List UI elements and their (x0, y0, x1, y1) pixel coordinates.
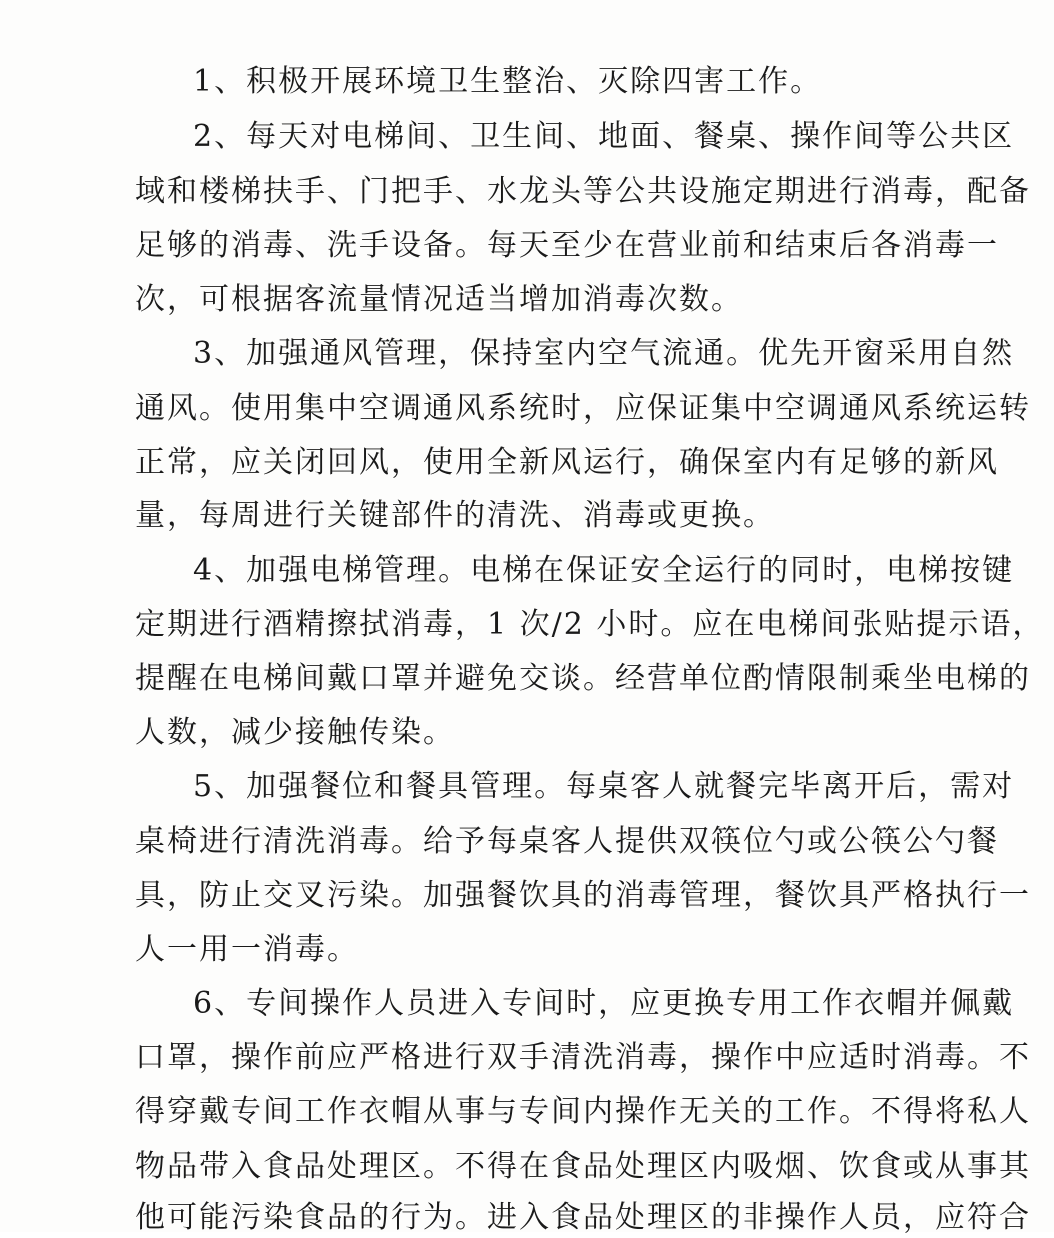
text-line: 次，可根据客流量情况适当增加消毒次数。 (135, 282, 743, 317)
text-line: 4、加强电梯管理。电梯在保证安全运行的同时，电梯按键 (193, 553, 1015, 588)
text-line: 提醒在电梯间戴口罩并避免交谈。经营单位酌情限制乘坐电梯的 (135, 661, 1031, 696)
text-line: 量，每周进行关键部件的清洗、消毒或更换。 (135, 498, 775, 533)
text-line: 5、加强餐位和餐具管理。每桌客人就餐完毕离开后，需对 (193, 769, 1015, 804)
text-line: 域和楼梯扶手、门把手、水龙头等公共设施定期进行消毒，配备 (135, 174, 1031, 209)
text-line: 得穿戴专间工作衣帽从事与专间内操作无关的工作。不得将私人 (135, 1094, 1031, 1129)
text-line: 足够的消毒、洗手设备。每天至少在营业前和结束后各消毒一 (135, 228, 999, 263)
text-line: 具，防止交叉污染。加强餐饮具的消毒管理，餐饮具严格执行一 (135, 878, 1031, 913)
text-line: 1、积极开展环境卫生整治、灭除四害工作。 (193, 64, 823, 99)
text-line: 人数，减少接触传染。 (135, 715, 455, 750)
text-line: 正常，应关闭回风，使用全新风运行，确保室内有足够的新风 (135, 445, 999, 480)
text-line: 物品带入食品处理区。不得在食品处理区内吸烟、饮食或从事其 (135, 1149, 1031, 1184)
text-line: 通风。使用集中空调通风系统时，应保证集中空调通风系统运转 (135, 391, 1031, 426)
text-line: 桌椅进行清洗消毒。给予每桌客人提供双筷位勺或公筷公勺餐 (135, 824, 999, 859)
text-line: 人一用一消毒。 (135, 932, 359, 967)
text-line: 3、加强通风管理，保持室内空气流通。优先开窗采用自然 (193, 336, 1015, 371)
text-line: 2、每天对电梯间、卫生间、地面、餐桌、操作间等公共区 (193, 119, 1015, 154)
text-line: 6、专间操作人员进入专间时，应更换专用工作衣帽并佩戴 (193, 986, 1015, 1021)
text-line: 定期进行酒精擦拭消毒，1 次/2 小时。应在电梯间张贴提示语， (135, 607, 1045, 642)
text-line: 他可能污染食品的行为。进入食品处理区的非操作人员，应符合 (135, 1200, 1031, 1235)
text-line: 口罩，操作前应严格进行双手清洗消毒，操作中应适时消毒。不 (135, 1040, 1031, 1075)
